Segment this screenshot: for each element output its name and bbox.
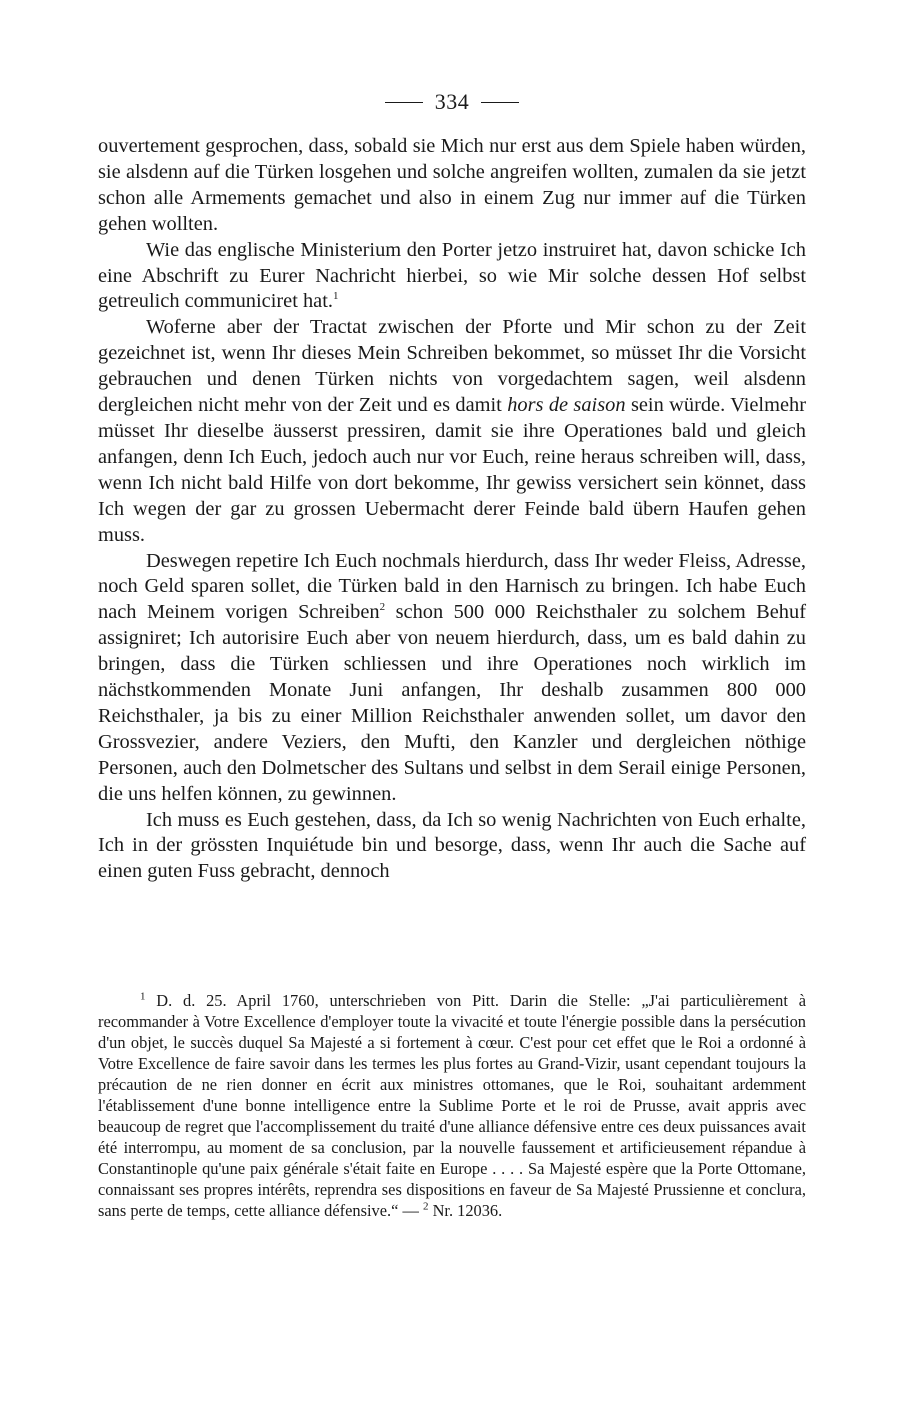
footnote-ref-1: 1 [332,290,339,303]
paragraph-3-italic: hors de saison [507,394,626,417]
footnote-2-mark: 2 [422,1200,429,1213]
footnote-2-text: Nr. 12036. [432,1201,503,1220]
footnote-ref-2: 2 [379,601,386,614]
footnotes [98,990,806,1221]
page-number: 334 [434,89,470,114]
paragraph-4 [98,549,806,808]
footnote-1-text: D. d. 25. April 1760, unterschrieben von Pitt. Darin die Stelle: „J'ai particulièrement à recommander à Votre Excellence d'employer toute la vivacité et toute l'énergie possible dans la persécution d'un objet, le succès duquel Sa Majesté a si fortement à cœur. C'est pour cet effet que le Roi a ordonné à Votre Excellence de faire savoir dans les termes les plus fortes au Grand-Vizir, usant cependant toujours la précaution de ne rien donner en écrit aux ministres ottomanes, que le Roi, souhaitant ardemment l'établissement d'une bonne intelligence entre la Sublime Porte et le roi de Prusse, avait appris avec beaucoup de regret que l'accomplissement du traité d'une alliance défensive entre ces deux puissances avait été interrompu, au moment de sa conclusion, par la nouvelle faussement et artificieusement répandue à Constantinople qu'une paix générale s'était faite en Europe . . . . Sa Majesté espère que la Porte Ottomane, connaissant ses propres intérêts, reprendra ses dispositions en faveur de Sa Majesté Prussienne et conclura, sans perte de temps, cette alliance défensive.“ — [98,991,806,1220]
paragraph-4-text-a: Deswegen repetire Ich Euch nochmals hierdurch, dass Ihr weder Fleiss, Adresse, noch Geld sparen sollet, die Türken bald in den Harnisch zu bringen. Ich habe Euch nach Meinem vorigen Schreiben [98,549,806,624]
paragraph-5 [98,808,806,886]
page-header [98,86,806,118]
paragraph-1 [98,134,806,238]
body-text [98,134,806,885]
paragraph-3-text-b: sein würde. Vielmehr müsset Ihr dieselbe äusserst pressiren, damit sie ihre Operationes bald und gleich anfangen, denn Ich Euch, jedoch auch nur vor Euch, reine heraus schreiben will, dass, wenn Ich nicht bald Hilfe von dort bekomme, Ihr gewiss versichert sein könnet, dass Ich wegen der gar zu grossen Uebermacht derer Feinde bald übern Haufen gehen muss. [98,394,806,546]
paragraph-3-text-a: Woferne aber der Tractat zwischen der Pforte und Mir schon zu der Zeit gezeichnet ist, wenn Ihr dieses Mein Schreiben bekommet, so müsset Ihr die Vorsicht gebrauchen und denen Türken nichts von vorgedachtem sagen, weil alsdenn dergleichen nicht mehr von der Zeit und es damit [98,316,806,417]
footnote-1-mark: 1 [140,990,146,1003]
header-rule-right [481,102,519,103]
paragraph-2 [98,238,806,316]
header-rule-left [385,102,423,103]
paragraph-1-text: ouvertement gesprochen, dass, sobald sie Mich nur erst aus dem Spiele haben würden, sie alsdenn auf die Türken losgehen und solche angreifen wollten, zumalen da sie jetzt schon alle Armements gemachet und also in einem Zug nur immer auf die Türken gehen wollten. [98,135,806,235]
footnote-1 [98,990,806,1221]
paragraph-5-text: Ich muss es Euch gestehen, dass, da Ich so wenig Nachrichten von Euch erhalte, Ich in der grössten Inquiétude bin und besorge, dass, wenn Ihr auch die Sache auf einen guten Fuss gebracht, dennoch [98,808,806,883]
paragraph-3 [98,315,806,548]
paragraph-4-text-b: schon 500 000 Reichsthaler zu solchem Behuf assigniret; Ich autorisire Euch aber von neuem hierdurch, dass, um es bald dahin zu bringen, dass die Türken schliessen und ihre Operationes noch wirklich im nächstkommenden Monate Juni anfangen, Ihr deshalb zusammen 800 000 Reichsthaler, ja bis zu einer Million Reichsthaler anwenden sollet, um davor den Grossvezier, andere Veziers, den Mufti, den Kanzler und dergleichen nöthige Personen, auch den Dolmetscher des Sultans und selbst in dem Serail einige Personen, die uns helfen können, zu gewinnen. [98,601,806,805]
page [98,86,806,885]
paragraph-2-text: Wie das englische Ministerium den Porter jetzo instruiret hat, davon schicke Ich eine Abschrift zu Eurer Nachricht hierbei, so wie Mir solche dessen Hof selbst getreulich communiciret hat. [98,238,806,313]
